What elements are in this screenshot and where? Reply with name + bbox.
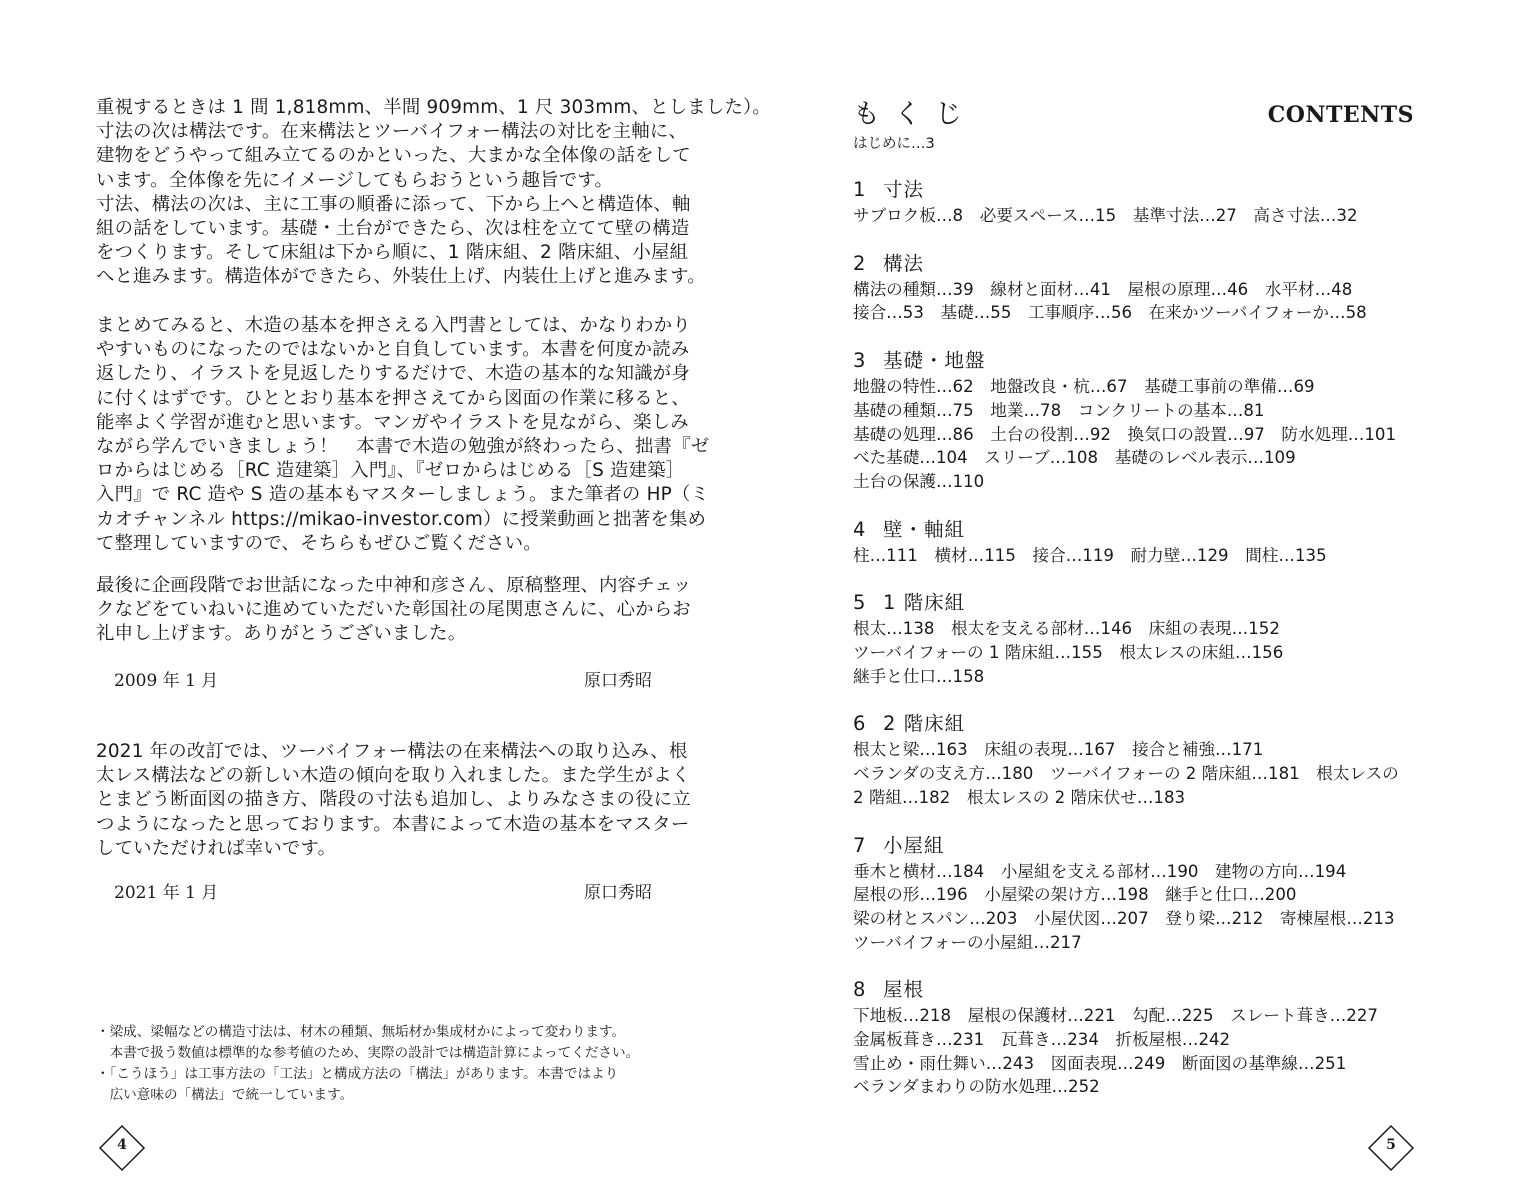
chapter-heading (853, 832, 1433, 860)
right-page (757, 0, 1514, 1200)
toc-entries: 根太と梁…163 床組の表現…167 接合と補強…171 (853, 740, 1264, 760)
page-number-badge (98, 1124, 146, 1172)
footnote-line: 広い意味の「構法」で統一しています。 (96, 1087, 354, 1103)
chapter-number: 5 (853, 591, 867, 615)
chapter-7 (853, 832, 1433, 955)
chapter-title: 構法 (883, 251, 925, 275)
toc-entries: 土台の保護…110 (853, 471, 985, 491)
text-line: 能率よく学習が進むと思います。マンガやイラストを見ながら、楽しみ (96, 411, 689, 433)
toc-entries: 接合…53 基礎…55 工事順序…56 在来かツーバイフォーか…58 (853, 303, 1367, 323)
page-number: 4 (117, 1137, 127, 1153)
toc-entries: 雪止め・雨仕舞い…243 図面表現…249 断面図の基準線…251 (853, 1053, 1347, 1073)
text-line: 建物をどうやって組み立てるのかといった、大まかな全体像の話をして (96, 145, 691, 167)
text-line: へと進みます。構造体ができたら、外装仕上げ、内装仕上げと進みます。 (96, 266, 706, 288)
toc-entries: 構法の種類…39 線材と面材…41 屋根の原理…46 水平材…48 (853, 279, 1353, 299)
paragraph-summary (96, 314, 710, 556)
text-line: 組の話をしています。基礎・土台ができたら、次は柱を立てて壁の構造 (96, 218, 690, 240)
toc-entries: 基礎の種類…75 地業…78 コンクリートの基本…81 (853, 400, 1265, 420)
chapter-number: 8 (853, 978, 867, 1002)
text-line: 2021 年の改訂では、ツーバイフォー構法の在来構法への取り込み、根 (96, 741, 688, 762)
text-line: まとめてみると、木造の基本を押さえる入門書としては、かなりわかり (96, 315, 691, 336)
chapter-heading (853, 710, 1433, 738)
chapter-title: 寸法 (883, 178, 925, 201)
text-line: していただければ幸いです。 (96, 837, 337, 859)
chapter-6 (853, 710, 1433, 809)
chapter-1 (853, 176, 1433, 228)
text-line: クなどをていねいに進めていただいた彰国社の尾関恵さんに、心からお (96, 599, 691, 621)
chapter-title: 壁・軸組 (883, 517, 966, 541)
chapter-number: 3 (853, 349, 867, 373)
chapter-number: 1 (853, 178, 867, 201)
chapter-heading (853, 250, 1433, 278)
chapter-number: 2 (853, 251, 867, 275)
chapter-title: 基礎・地盤 (883, 349, 986, 373)
footnote-line: ・「こうほう」は工事方法の「工法」と構成方法の「構法」があります。本書ではより (96, 1066, 619, 1082)
paragraph-acknowledgements (96, 574, 692, 647)
chapter-number: 6 (853, 712, 867, 736)
signature-author: 原口秀昭 (584, 671, 652, 691)
text-line: 返したり、イラストを見返したりするだけで、木造の基本的な知識が身 (96, 363, 690, 385)
toc-title: もくじ (853, 99, 976, 130)
chapter-heading (853, 516, 1433, 544)
text-line: とまどう断面図の描き方、階段の寸法も追加し、よりみなさまの役に立 (96, 789, 691, 811)
text-line: 入門』で RC 造や S 造の基本もマスターしましょう。また筆者の HP（ミ (96, 484, 710, 506)
chapter-4 (853, 516, 1433, 568)
text-line: カオチャンネル https://mikao-investor.com）に授業動画と拙著を集め (96, 508, 707, 530)
table-of-contents (853, 176, 1433, 1121)
toc-entries: ツーバイフォーの 1 階床組…155 根太レスの床組…156 (853, 643, 1284, 663)
footnote-line: 本書で扱う数値は標準的な参考値のため、実際の設計では構造計算によってください。 (96, 1045, 640, 1061)
chapter-title: 小屋組 (883, 833, 945, 857)
text-line: つようになったと思っております。本書によって木造の基本をマスター (96, 813, 690, 835)
toc-entries: サブロク板…8 必要スペース…15 基準寸法…27 高さ寸法…32 (853, 206, 1358, 225)
chapter-heading (853, 176, 1433, 204)
chapter-heading (853, 976, 1433, 1004)
chapter-8 (853, 976, 1433, 1099)
signature-date: 2009 年 1 月 (114, 671, 219, 691)
text-line: 太レス構法などの新しい木造の傾向を取り入れました。また学生がよく (96, 765, 691, 787)
toc-entries: 金属板葺き…231 瓦葺き…234 折板屋根…242 (853, 1030, 1231, 1050)
text-line: 最後に企画段階でお世話になった中神和彦さん、原稿整理、内容チェッ (96, 575, 692, 596)
chapter-title: 1 階床組 (883, 591, 966, 615)
chapter-heading (853, 347, 1433, 375)
toc-entries: 根太…138 根太を支える部材…146 床組の表現…152 (853, 619, 1280, 639)
text-line: 寸法の次は構法です。在来構法とツーバイフォー構法の対比を主軸に、 (96, 121, 688, 143)
page-number-badge (1367, 1124, 1415, 1172)
toc-entries: ベランダの支え方…180 ツーバイフォーの 2 階床組…181 根太レスの (853, 764, 1399, 784)
toc-entries: 下地板…218 屋根の保護材…221 勾配…225 スレート葺き…227 (853, 1006, 1378, 1026)
chapter-number: 4 (853, 517, 867, 541)
chapter-3 (853, 347, 1433, 494)
text-line: て整理していますので、そちらもぜひご覧ください。 (96, 532, 542, 554)
toc-entries: 梁の材とスパン…203 小屋伏図…207 登り梁…212 寄棟屋根…213 (853, 908, 1395, 928)
paragraph-revision-2021 (96, 740, 691, 861)
toc-entries: べた基礎…104 スリーブ…108 基礎のレベル表示…109 (853, 448, 1296, 468)
chapter-title: 2 階床組 (883, 712, 966, 736)
chapter-number: 7 (853, 833, 867, 857)
toc-intro-entry: はじめに…3 (853, 136, 935, 152)
text-line: 礼申し上げます。ありがとうございました。 (96, 623, 467, 645)
toc-entries: ツーバイフォーの小屋組…217 (853, 932, 1082, 952)
toc-entries: ベランダまわりの防水処理…252 (853, 1077, 1100, 1097)
text-line: ロからはじめる［RC 造建築］入門』、『ゼロからはじめる［S 造建築］ (96, 460, 685, 482)
toc-entries: 柱…111 横材…115 接合…119 耐力壁…129 間柱…135 (853, 545, 1327, 565)
footnotes (96, 1022, 676, 1106)
chapter-5 (853, 589, 1433, 688)
page-number: 5 (1386, 1137, 1396, 1153)
text-line: をつくります。そして床組は下から順に、1 階床組、2 階床組、小屋組 (96, 242, 689, 264)
chapter-heading (853, 589, 1433, 617)
toc-entries: 基礎の処理…86 土台の役割…92 換気口の設置…97 防水処理…101 (853, 424, 1397, 444)
text-line: ながら学んでいきましょう！ 本書で木造の勉強が終わったら、拙書『ゼ (96, 436, 710, 458)
text-line: います。全体像を先にイメージしてもらおうという趣旨です。 (96, 169, 614, 191)
signature-date: 2021 年 1 月 (114, 883, 219, 903)
toc-title-english: CONTENTS (1267, 102, 1414, 128)
chapter-2 (853, 250, 1433, 325)
text-line: 寸法、構法の次は、主に工事の順番に添って、下から上へと構造体、軸 (96, 193, 691, 215)
footnote-line: ・梁成、梁幅などの構造寸法は、材木の種類、無垢材か集成材かによって変わります。 (96, 1024, 626, 1040)
signature-author: 原口秀昭 (584, 883, 652, 903)
toc-entries: 垂木と横材…184 小屋組を支える部材…190 建物の方向…194 (853, 861, 1347, 881)
text-line: に付くはずです。ひととおり基本を押さえてから図面の作業に移ると、 (96, 387, 690, 409)
text-line: やすいものになったのではないかと自負しています。本書を何度か読み (96, 339, 690, 361)
toc-entries: 2 階組…182 根太レスの 2 階床伏せ…183 (853, 787, 1186, 807)
text-line: 重視するときは 1 間 1,818mm、半間 909mm、1 尺 303mm、としました）。 (96, 97, 772, 118)
toc-entries: 屋根の形…196 小屋梁の架け方…198 継手と仕口…200 (853, 885, 1297, 905)
toc-entries: 継手と仕口…158 (853, 666, 985, 686)
paragraph-dimensions-structure (96, 96, 772, 290)
chapter-title: 屋根 (883, 978, 925, 1002)
toc-entries: 地盤の特性…62 地盤改良・杭…67 基礎工事前の準備…69 (853, 377, 1315, 397)
